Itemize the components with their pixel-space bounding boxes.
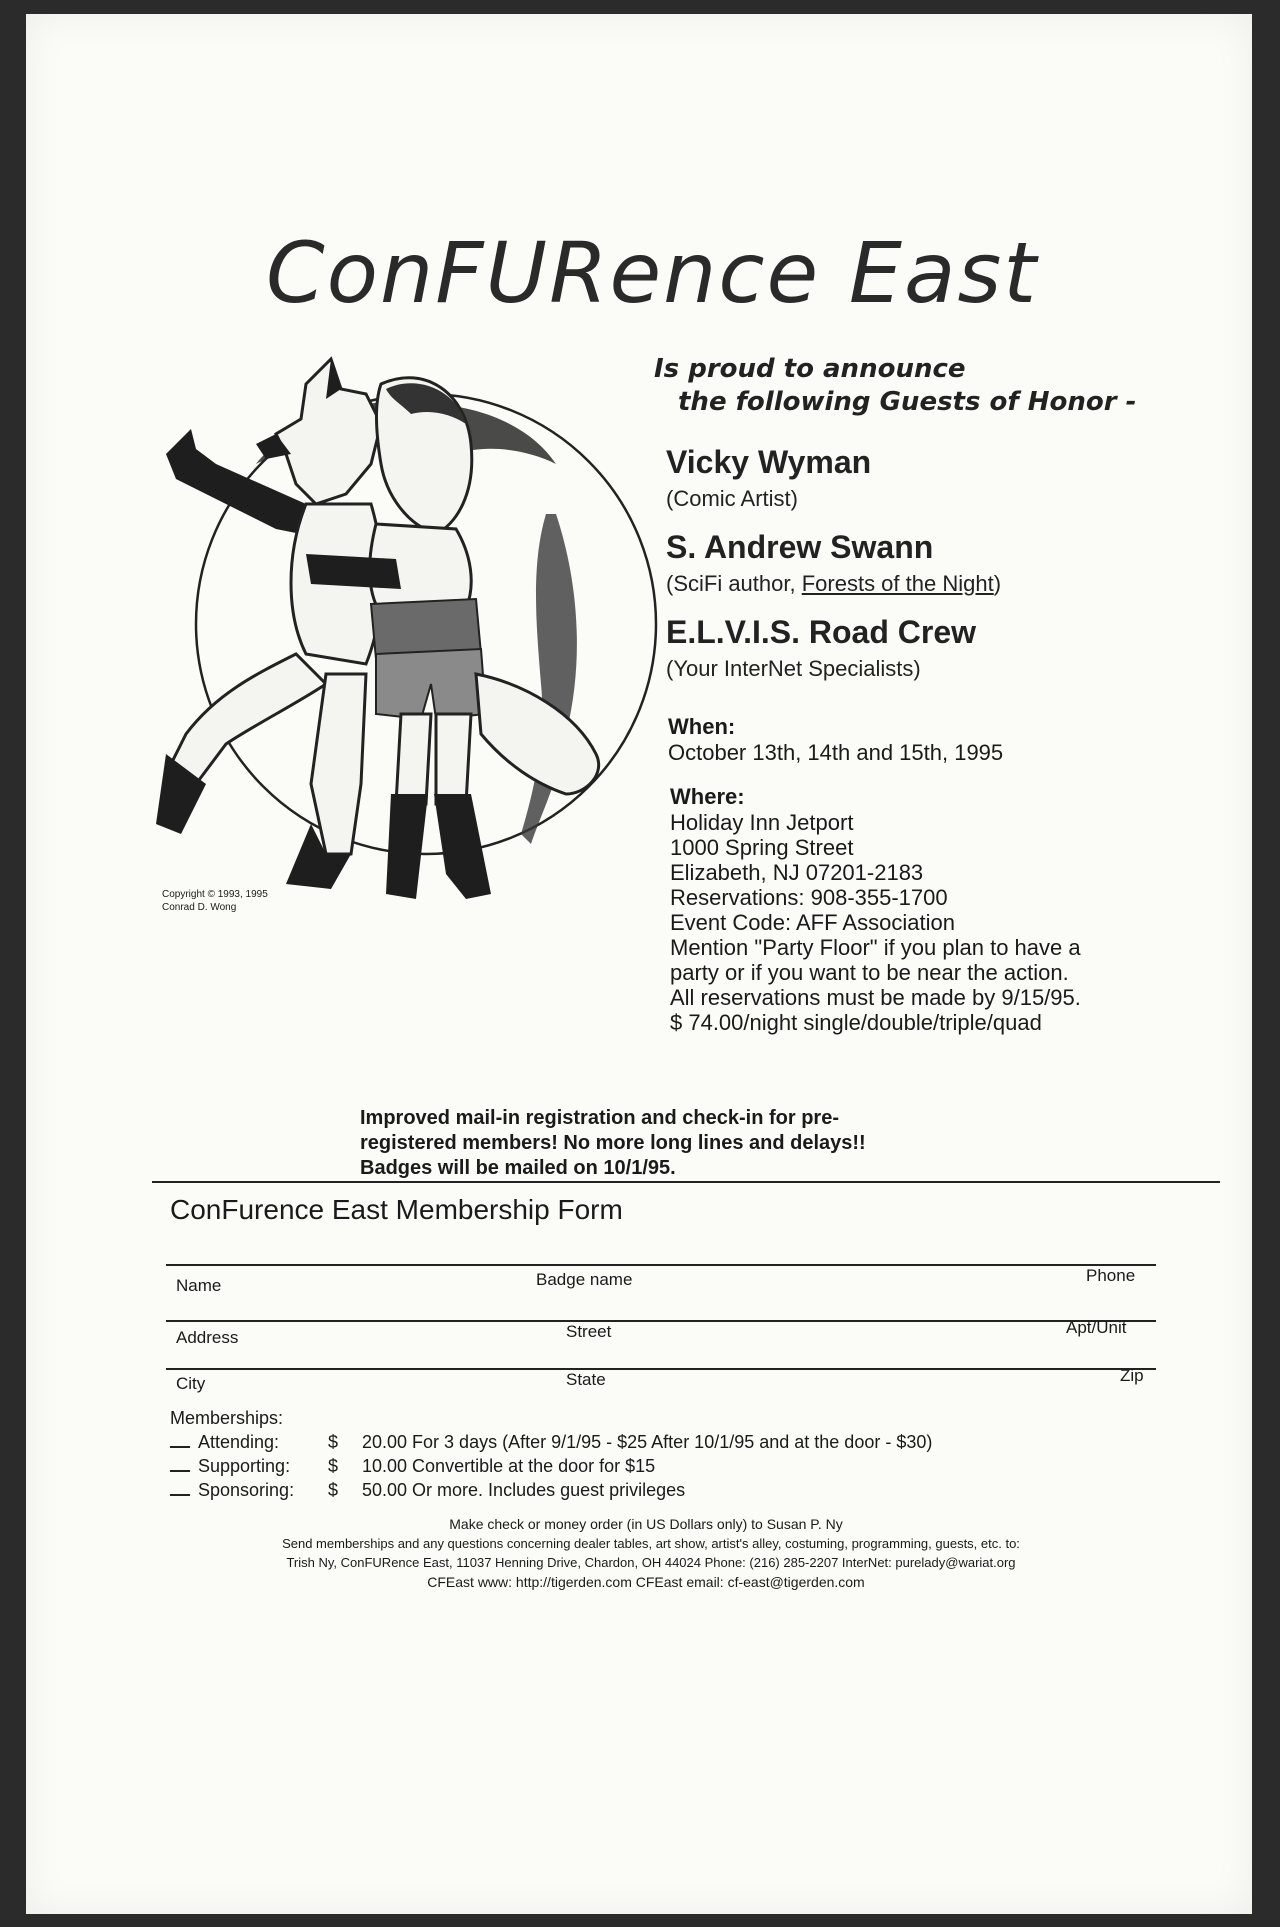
event-title: ConFURence East bbox=[266, 224, 1039, 322]
section-divider bbox=[152, 1181, 1220, 1183]
badge-name-field-label: Badge name bbox=[536, 1270, 633, 1289]
membership-desc: 20.00 For 3 days (After 9/1/95 - $25 After 10/1/95 and at the door - $30) bbox=[362, 1432, 933, 1452]
zip-field-label: Zip bbox=[1120, 1366, 1144, 1385]
where-line: Elizabeth, NJ 07201-2183 bbox=[670, 860, 924, 885]
contact-address: Trish Ny, ConFURence East, 11037 Henning Drive, Chardon, OH 44024 Phone: (216) 285-2207 InterNet: purelady@wariat.org bbox=[286, 1555, 1016, 1570]
where-label: Where: bbox=[670, 784, 745, 809]
where-line: 1000 Spring Street bbox=[670, 835, 854, 860]
membership-type: Attending: bbox=[198, 1432, 280, 1452]
when-label: When: bbox=[668, 714, 736, 739]
city-field-label: City bbox=[176, 1374, 206, 1393]
where-line: party or if you want to be near the action. bbox=[670, 960, 1069, 985]
street-field-label: Street bbox=[566, 1322, 612, 1341]
membership-sponsoring bbox=[170, 1480, 685, 1501]
guest-note-2-prefix: (SciFi author, bbox=[666, 571, 802, 596]
illustration-copyright bbox=[162, 888, 268, 914]
tagline-line-2: the following Guests of Honor - bbox=[678, 387, 1137, 417]
where-line: Event Code: AFF Association bbox=[670, 910, 955, 935]
membership-currency: $ bbox=[328, 1456, 339, 1476]
notice-line: Improved mail-in registration and check-in for pre- bbox=[360, 1107, 839, 1129]
payment-instructions: Make check or money order (in US Dollars only) to Susan P. Ny bbox=[449, 1516, 843, 1532]
guest-name-1: Vicky Wyman bbox=[666, 444, 872, 480]
when-value: October 13th, 14th and 15th, 1995 bbox=[668, 740, 1004, 765]
guest-note-2-suffix: ) bbox=[993, 571, 1002, 596]
where-line: Reservations: 908-355-1700 bbox=[670, 885, 948, 910]
book-title-link: Forests of the Night bbox=[801, 571, 994, 596]
membership-supporting bbox=[170, 1456, 655, 1477]
membership-desc: 50.00 Or more. Includes guest privileges bbox=[362, 1480, 686, 1500]
where-line: $ 74.00/night single/double/triple/quad bbox=[670, 1010, 1042, 1035]
tagline-line-1: Is proud to announce bbox=[654, 354, 966, 384]
fox-couple-illustration bbox=[136, 354, 696, 1034]
membership-type: Sponsoring: bbox=[198, 1480, 295, 1500]
copyright-line-1: Copyright © 1993, 1995 bbox=[162, 889, 268, 900]
membership-desc: 10.00 Convertible at the door for $15 bbox=[362, 1456, 656, 1476]
where-line: All reservations must be made by 9/15/95. bbox=[670, 985, 1081, 1010]
form-line-3 bbox=[166, 1368, 1156, 1370]
membership-currency: $ bbox=[328, 1432, 339, 1452]
registration-notice bbox=[360, 1106, 866, 1181]
where-line: Mention "Party Floor" if you plan to have a bbox=[670, 935, 1081, 960]
membership-attending bbox=[170, 1432, 932, 1453]
copyright-line-2: Conrad D. Wong bbox=[162, 902, 237, 913]
membership-currency: $ bbox=[328, 1480, 339, 1500]
notice-line: registered members! No more long lines and delays!! bbox=[360, 1132, 866, 1154]
state-field-label: State bbox=[566, 1370, 606, 1389]
address-field-label: Address bbox=[176, 1328, 239, 1347]
apt-unit-field-label: Apt/Unit bbox=[1066, 1318, 1127, 1337]
where-details bbox=[670, 810, 1081, 1035]
notice-line: Badges will be mailed on 10/1/95. bbox=[360, 1157, 676, 1179]
supporting-checkbox[interactable] bbox=[170, 1456, 190, 1472]
phone-field-label: Phone bbox=[1086, 1266, 1136, 1285]
membership-form-title: ConFurence East Membership Form bbox=[170, 1194, 623, 1225]
contact-instructions: Send memberships and any questions concerning dealer tables, art show, artist's alley, costuming, programming, guests, etc. to: bbox=[282, 1536, 1020, 1551]
attending-checkbox[interactable] bbox=[170, 1432, 190, 1448]
flyer-page bbox=[26, 14, 1252, 1914]
form-line-2 bbox=[166, 1320, 1156, 1322]
guest-note-2 bbox=[666, 571, 1001, 597]
guest-note-1: (Comic Artist) bbox=[666, 486, 798, 511]
guest-name-3: E.L.V.I.S. Road Crew bbox=[666, 614, 977, 650]
membership-type: Supporting: bbox=[198, 1456, 291, 1476]
guest-name-2: S. Andrew Swann bbox=[666, 529, 934, 565]
where-line: Holiday Inn Jetport bbox=[670, 810, 854, 835]
name-field-label: Name bbox=[176, 1276, 222, 1295]
guest-note-3: (Your InterNet Specialists) bbox=[666, 656, 921, 681]
web-and-email: CFEast www: http://tigerden.com CFEast email: cf-east@tigerden.com bbox=[427, 1574, 865, 1590]
memberships-label: Memberships: bbox=[170, 1408, 284, 1428]
sponsoring-checkbox[interactable] bbox=[170, 1480, 190, 1496]
form-line-1 bbox=[166, 1264, 1156, 1266]
